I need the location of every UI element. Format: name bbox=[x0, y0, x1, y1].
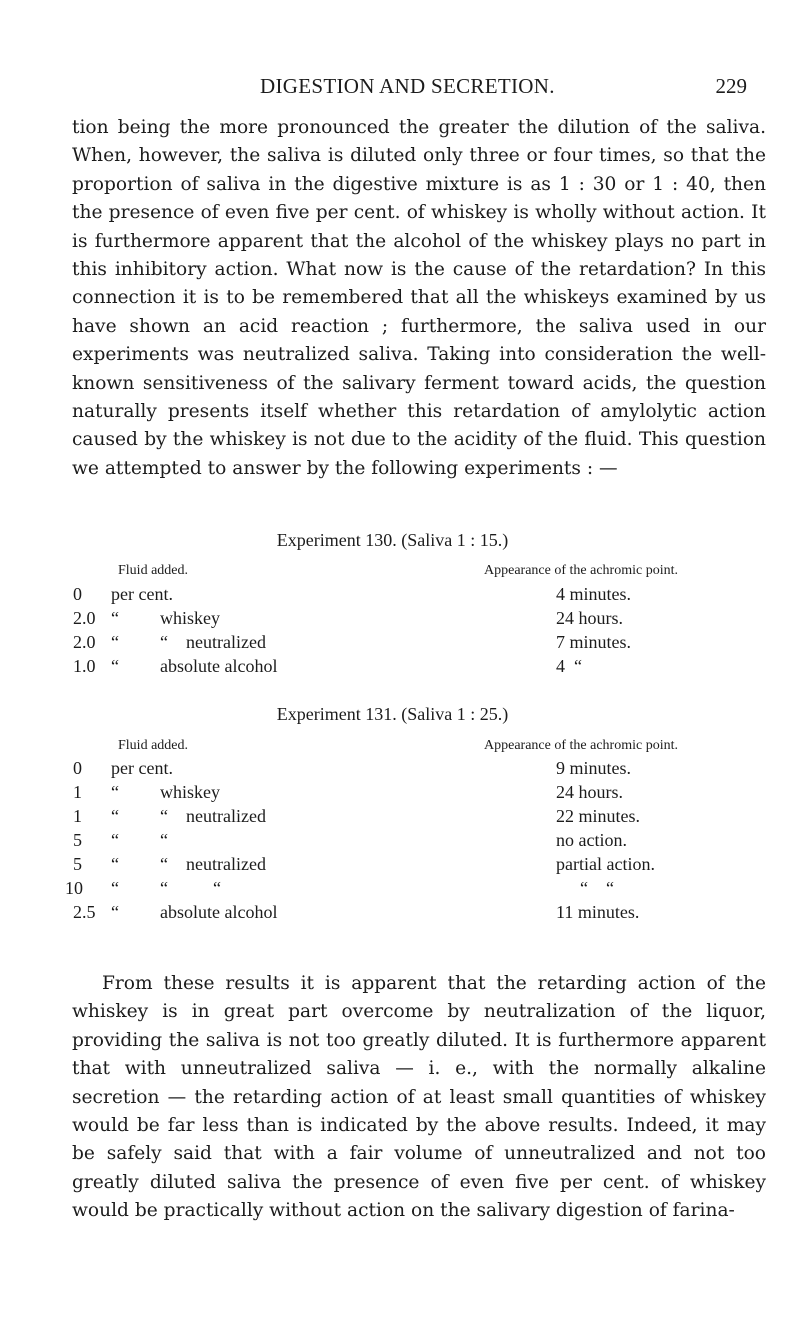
unit: “ bbox=[111, 608, 119, 628]
exp131-row bbox=[0, 806, 801, 830]
experiment-131-title: Experiment 131. (Saliva 1 : 25.) bbox=[276, 704, 509, 724]
result: 4 minutes. bbox=[556, 584, 631, 604]
exp131-col-appearance: Appearance of the achromic point. bbox=[484, 738, 678, 753]
amount: 1.0 bbox=[73, 656, 96, 676]
unit: “ bbox=[111, 632, 119, 652]
amount: 2.5 bbox=[73, 902, 96, 922]
paragraph-conclusion: From these results it is apparent that the retarding action of the whiskey is in great part overcome by neutralization of the liquor, providing the saliva is not too greatly diluted. It is furthermore apparent that with unneutralized saliva — i. e., with the normally alkaline secretion — the retarding action of at least small quantities of whiskey would be far less than is indicated by the above results. Indeed, it may be safely said that with a fair volume of unneutralized and not too greatly diluted saliva the presence of even five per cent. of whiskey would be practically without action on the salivary digestion of farina- bbox=[72, 973, 766, 1222]
exp131-row bbox=[0, 854, 801, 878]
description: “ neutralized bbox=[160, 806, 266, 826]
amount: 10 bbox=[65, 878, 83, 898]
amount: 5 bbox=[73, 854, 82, 874]
result: 24 hours. bbox=[556, 608, 623, 628]
unit: “ bbox=[111, 854, 119, 874]
exp131-row bbox=[0, 902, 801, 926]
unit: “ bbox=[111, 782, 119, 802]
exp131-col-fluid-added: Fluid added. bbox=[118, 738, 188, 753]
exp131-row bbox=[0, 758, 801, 782]
description: whiskey bbox=[160, 782, 220, 802]
result: 11 minutes. bbox=[556, 902, 640, 922]
description: “ bbox=[160, 830, 168, 850]
exp131-row bbox=[0, 830, 801, 854]
amount: 2.0 bbox=[73, 608, 96, 628]
unit: “ bbox=[111, 656, 119, 676]
experiment-130-title: Experiment 130. (Saliva 1 : 15.) bbox=[276, 530, 509, 550]
description: whiskey bbox=[160, 608, 220, 628]
description: “ “ bbox=[160, 878, 221, 898]
exp131-row bbox=[0, 878, 801, 902]
description: “ neutralized bbox=[160, 632, 266, 652]
result: 7 minutes. bbox=[556, 632, 631, 652]
result: 4 “ bbox=[556, 656, 582, 676]
exp130-col-appearance: Appearance of the achromic point. bbox=[484, 563, 678, 578]
amount: 1 bbox=[73, 806, 82, 826]
paragraph-intro: tion being the more pronounced the greater the dilution of the saliva. When, however, the saliva is diluted only three or four times, so that the proportion of saliva in the digestive mixture is as 1 : 30 or 1 : 40, then the presence of even five per cent. of whiskey is wholly without action. It is furthermore apparent that the alcohol of the whiskey plays no part in this inhibitory action. What now is the cause of the retardation? In this connection it is to be remembered that all the whiskeys examined by us have shown an acid reaction ; furthermore, the saliva used in our experiments was neutralized saliva. Taking into consideration the well-known sensitiveness of the salivary ferment toward acids, the question naturally presents itself whether this retardation of amylolytic action caused by the whiskey is not due to the acidity of the fluid. This question we attempted to answer by the following experiments : — bbox=[72, 117, 766, 479]
amount: 1 bbox=[73, 782, 82, 802]
unit: “ bbox=[111, 830, 119, 850]
unit: “ bbox=[111, 878, 119, 898]
exp130-row bbox=[0, 584, 801, 608]
amount: 0 bbox=[73, 584, 82, 604]
unit: per cent. bbox=[111, 584, 173, 604]
result: 24 hours. bbox=[556, 782, 623, 802]
exp130-row bbox=[0, 632, 801, 656]
exp130-col-fluid-added: Fluid added. bbox=[118, 563, 188, 578]
unit: per cent. bbox=[111, 758, 173, 778]
unit: “ bbox=[111, 902, 119, 922]
result: 22 minutes. bbox=[556, 806, 640, 826]
result: partial action. bbox=[556, 854, 655, 874]
exp130-row bbox=[0, 656, 801, 680]
unit: “ bbox=[111, 806, 119, 826]
description: “ neutralized bbox=[160, 854, 266, 874]
amount: 5 bbox=[73, 830, 82, 850]
result: “ “ bbox=[580, 878, 614, 898]
amount: 0 bbox=[73, 758, 82, 778]
result: no action. bbox=[556, 830, 627, 850]
description: absolute alcohol bbox=[160, 656, 278, 676]
page-number: 229 bbox=[715, 74, 747, 98]
exp130-row bbox=[0, 608, 801, 632]
result: 9 minutes. bbox=[556, 758, 631, 778]
description: absolute alcohol bbox=[160, 902, 278, 922]
amount: 2.0 bbox=[73, 632, 96, 652]
running-head: DIGESTION AND SECRETION. bbox=[260, 74, 555, 98]
exp131-row bbox=[0, 782, 801, 806]
